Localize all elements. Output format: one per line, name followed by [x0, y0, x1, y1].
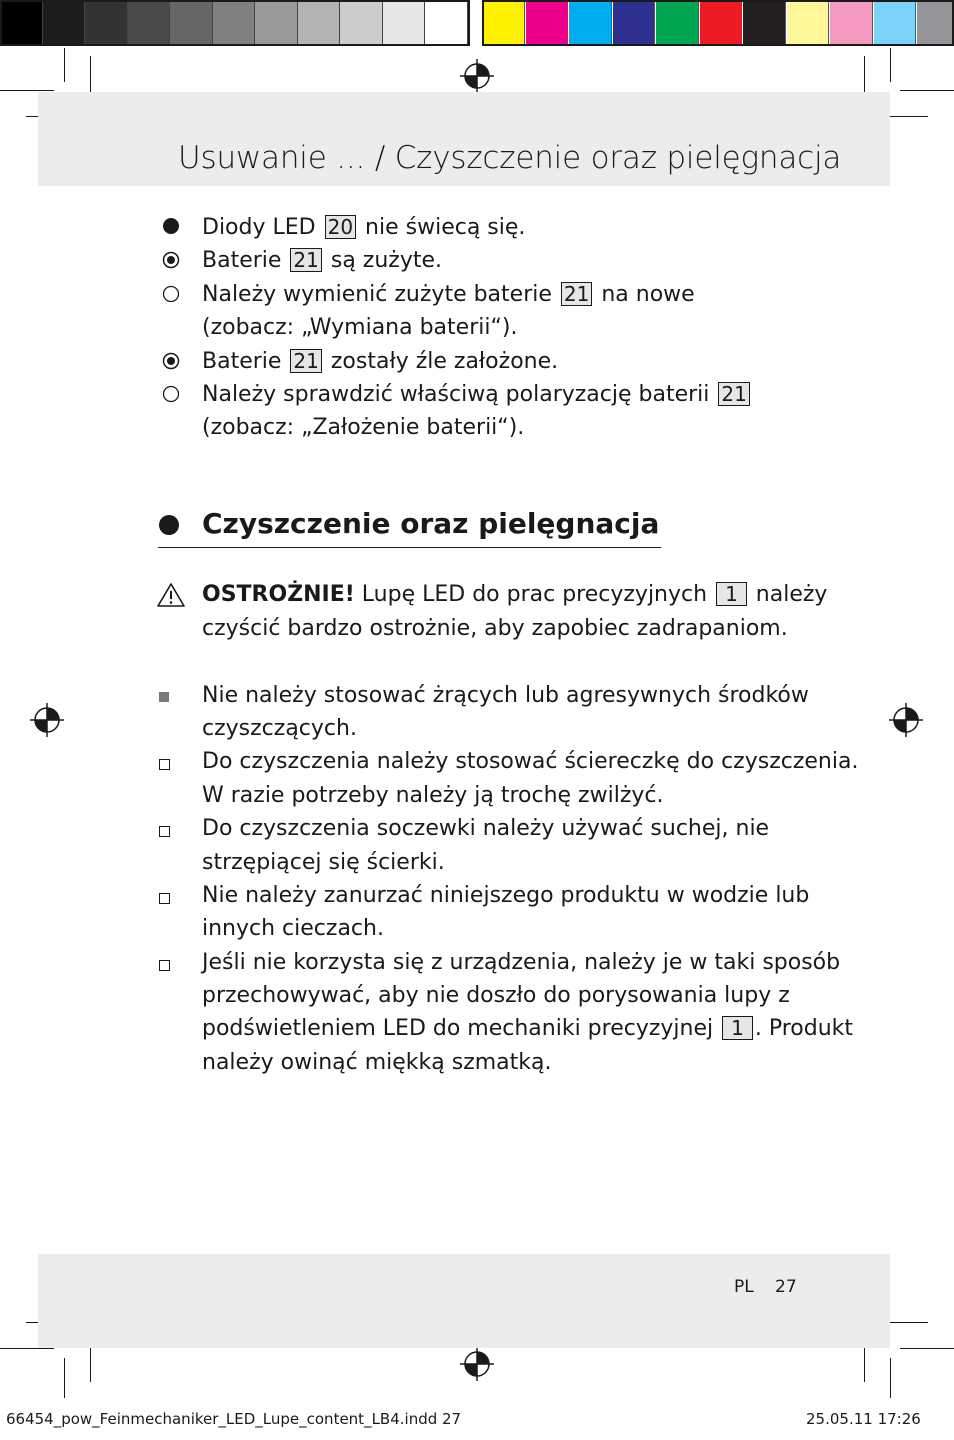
- grayscale-strip-frame: [0, 0, 470, 46]
- ref-number: 21: [561, 282, 592, 306]
- text: Baterie: [202, 248, 289, 273]
- remedy-line-continued: (zobacz: „Wymiana baterii“).: [202, 315, 518, 340]
- caution-line-continued: czyścić bardzo ostrożnie, aby zapobiec zadrapaniom.: [202, 616, 788, 641]
- crop-mark: [900, 1348, 954, 1349]
- text: na nowe: [594, 282, 695, 307]
- text: podświetleniem LED do mechaniki precyzyjnej: [202, 1016, 721, 1041]
- cleaning-line: przechowywać, aby nie doszło do porysowania lupy z: [202, 983, 790, 1008]
- checkbox-bullet-icon: [159, 960, 170, 971]
- caution-line: [202, 578, 827, 611]
- text: należy: [748, 582, 828, 607]
- ref-number: 21: [290, 349, 321, 373]
- text: Należy sprawdzić właściwą polaryzację baterii: [202, 382, 717, 407]
- color-strip-frame: [482, 0, 954, 46]
- crop-mark: [0, 1348, 54, 1349]
- remedy-bullet-icon: [162, 385, 180, 403]
- cleaning-line: W razie potrzeby należy ją trochę zwilżyć.: [202, 783, 664, 808]
- crop-mark: [884, 116, 928, 117]
- remedy-line: [202, 278, 695, 311]
- remedy-line: [202, 378, 752, 411]
- registration-mark-icon: [30, 703, 64, 737]
- ref-number: 1: [722, 1016, 753, 1040]
- checkbox-bullet-icon: [159, 826, 170, 837]
- crop-mark: [64, 48, 65, 82]
- cleaning-line: czyszczących.: [202, 716, 357, 741]
- cleaning-line: strzępiącej się ścierki.: [202, 850, 445, 875]
- checkbox-bullet-icon: [159, 759, 170, 770]
- problem-bullet-icon: [162, 217, 180, 235]
- text: Diody LED: [202, 215, 323, 240]
- section-underline: [158, 547, 661, 548]
- ref-number: 21: [290, 248, 321, 272]
- cause-bullet-icon: [162, 251, 180, 269]
- text: Lupę LED do prac precyzyjnych: [354, 582, 715, 607]
- remedy-line-continued: (zobacz: „Założenie baterii“).: [202, 415, 525, 440]
- problem-line: [202, 211, 525, 244]
- footer-band: [38, 1254, 890, 1348]
- ref-number: 1: [716, 582, 747, 606]
- cleaning-line: Nie należy zanurzać niniejszego produktu w wodzie lub: [202, 883, 810, 908]
- cleaning-line: [202, 1012, 853, 1045]
- square-bullet-icon: [159, 692, 169, 702]
- page-language: PL: [734, 1277, 754, 1297]
- text: . Produkt: [754, 1016, 854, 1041]
- text: Należy wymienić zużyte baterie: [202, 282, 559, 307]
- remedy-bullet-icon: [162, 285, 180, 303]
- text: nie świecą się.: [358, 215, 526, 240]
- slug-filename: 66454_pow_Feinmechaniker_LED_Lupe_content_LB4.indd 27: [6, 1410, 462, 1428]
- checkbox-bullet-icon: [159, 893, 170, 904]
- cleaning-line: Do czyszczenia soczewki należy używać suchej, nie: [202, 816, 770, 841]
- registration-mark-icon: [889, 703, 923, 737]
- caution-label: OSTROŻNIE!: [202, 582, 355, 607]
- crop-mark: [890, 48, 891, 82]
- warning-triangle-icon: [156, 582, 186, 608]
- registration-mark-icon: [460, 59, 494, 93]
- text: Baterie: [202, 349, 289, 374]
- page-title: Usuwanie ... / Czyszczenie oraz pielęgnacja: [178, 140, 842, 176]
- ref-number: 20: [325, 215, 356, 239]
- cleaning-line: Jeśli nie korzysta się z urządzenia, należy je w taki sposób: [202, 950, 841, 975]
- text: zostały źle założone.: [323, 349, 559, 374]
- cause-line: [202, 345, 558, 378]
- ref-number: 21: [718, 382, 749, 406]
- crop-mark: [0, 90, 54, 91]
- page-number: 27: [775, 1277, 797, 1297]
- cleaning-line: Nie należy stosować żrących lub agresywnych środków: [202, 683, 809, 708]
- text: są zużyte.: [323, 248, 443, 273]
- slug-date: 25.05.11 17:26: [806, 1410, 921, 1428]
- section-title: Czyszczenie oraz pielęgnacja: [202, 507, 660, 540]
- cause-line: [202, 244, 442, 277]
- cleaning-line: należy owinąć miękką szmatką.: [202, 1050, 552, 1075]
- cause-bullet-icon: [162, 352, 180, 370]
- cleaning-line: Do czyszczenia należy stosować ściereczkę do czyszczenia.: [202, 749, 859, 774]
- crop-mark: [64, 1358, 65, 1398]
- cleaning-line: innych cieczach.: [202, 916, 384, 941]
- registration-mark-icon: [460, 1347, 494, 1381]
- crop-mark: [890, 1358, 891, 1398]
- crop-mark: [884, 1322, 928, 1323]
- section-bullet-icon: [158, 514, 180, 536]
- crop-mark: [900, 90, 954, 91]
